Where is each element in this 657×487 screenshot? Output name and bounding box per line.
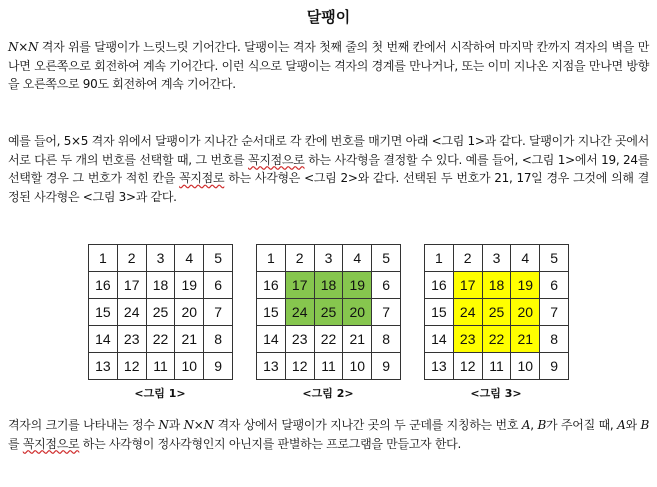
grid-row (257, 299, 401, 326)
grid-cell: 2 (285, 245, 314, 272)
grid-cell: 20 (343, 299, 372, 326)
figure-1-caption: <그림 1> (134, 387, 186, 400)
grid-cell: 3 (482, 245, 511, 272)
grid-cell: 20 (511, 299, 540, 326)
var-b: B (537, 418, 546, 432)
grid-cell: 21 (511, 326, 540, 353)
grid-cell: 17 (453, 272, 482, 299)
grid-row (89, 326, 233, 353)
grid-row (425, 326, 569, 353)
grid-cell: 1 (425, 245, 454, 272)
grid-cell: 9 (372, 353, 401, 380)
task-term: 꼭지점으로 (22, 436, 80, 451)
figure-3-grid (424, 244, 569, 380)
grid-cell: 12 (453, 353, 482, 380)
example-text-2: 하는 사각형을 결정할 수 있다. 예를 들어, <그림 1>에서 19, 24를 선택할 경우 그 번호가 적힌 칸을 (8, 152, 649, 185)
grid-cell: 6 (204, 272, 233, 299)
grid-cell: 18 (482, 272, 511, 299)
grid-cell: 23 (453, 326, 482, 353)
grid-cell: 13 (425, 353, 454, 380)
grid-row (257, 326, 401, 353)
grid-row (425, 299, 569, 326)
grid-cell: 18 (314, 272, 343, 299)
grid-cell: 3 (314, 245, 343, 272)
times-sign: × (18, 40, 28, 54)
example-paragraph (8, 132, 649, 206)
grid-cell: 16 (89, 272, 118, 299)
task-text-2: 과 (168, 418, 184, 432)
grid-row (257, 245, 401, 272)
example-term-2: 꼭지점로 (179, 171, 225, 185)
grid-cell: 24 (117, 299, 146, 326)
grid-row (257, 353, 401, 380)
var-b: B (640, 418, 650, 432)
var-n: N (8, 40, 19, 54)
grid-cell: 11 (482, 353, 511, 380)
grid-cell: 5 (372, 245, 401, 272)
grid-cell: 17 (285, 272, 314, 299)
grid-cell: 15 (257, 299, 286, 326)
grid-row (89, 353, 233, 380)
grid-cell: 11 (314, 353, 343, 380)
grid-cell: 25 (146, 299, 175, 326)
grid-cell: 7 (204, 299, 233, 326)
example-text-1: 예를 들어, 5×5 격자 위에서 달팽이가 지나간 순서대로 각 칸에 번호를 매기면 아래 <그림 1>과 같다. 달팽이가 지나간 곳에서 서로 다른 두 개의 번호를 선택할 때, 그 번호를 (8, 134, 649, 167)
grid-cell: 19 (511, 272, 540, 299)
grid-cell: 24 (453, 299, 482, 326)
grid-cell: 16 (425, 272, 454, 299)
example-term-1: 꼭지점으로 (248, 152, 305, 167)
grid-cell: 12 (285, 353, 314, 380)
grid-cell: 4 (175, 245, 204, 272)
grid-cell: 5 (540, 245, 569, 272)
grid-cell: 25 (314, 299, 343, 326)
grid-cell: 7 (372, 299, 401, 326)
figure-3-caption: <그림 3> (470, 387, 522, 400)
task-text-5: 와 (625, 418, 641, 432)
grid-cell: 7 (540, 299, 569, 326)
grid-cell: 24 (285, 299, 314, 326)
grid-cell: 13 (89, 353, 118, 380)
grid-cell: 15 (425, 299, 454, 326)
grid-row (89, 299, 233, 326)
grid-cell: 19 (343, 272, 372, 299)
grid-cell: 8 (204, 326, 233, 353)
var-n: N (27, 40, 39, 54)
grid-cell: 8 (372, 326, 401, 353)
task-text-4: 가 주어질 때, (545, 418, 618, 432)
grid-cell: 22 (314, 326, 343, 353)
grid-cell: 23 (117, 326, 146, 353)
task-paragraph (8, 416, 649, 453)
grid-cell: 3 (146, 245, 175, 272)
grid-cell: 13 (257, 353, 286, 380)
grid-cell: 4 (511, 245, 540, 272)
grid-cell: 21 (343, 326, 372, 353)
grid-cell: 22 (482, 326, 511, 353)
grid-cell: 11 (146, 353, 175, 380)
grid-cell: 14 (257, 326, 286, 353)
figure-2-grid (256, 244, 401, 380)
grid-cell: 9 (540, 353, 569, 380)
grid-cell: 18 (146, 272, 175, 299)
page-title: 달팽이 (306, 8, 351, 26)
intro-paragraph (8, 38, 649, 94)
grid-cell: 15 (89, 299, 118, 326)
var-a: A (521, 418, 531, 432)
grid-cell: 20 (175, 299, 204, 326)
grid-cell: 8 (540, 326, 569, 353)
task-text-7: 하는 사각형이 정사각형인지 아닌지를 판별하는 프로그램을 만들고자 한다. (79, 436, 461, 451)
var-a: A (617, 418, 626, 432)
grid-cell: 10 (175, 353, 204, 380)
grid-cell: 14 (425, 326, 454, 353)
grid-cell: 12 (117, 353, 146, 380)
task-sep: , (530, 418, 538, 432)
var-nxn: N×N (183, 418, 214, 432)
grid-cell: 19 (175, 272, 204, 299)
task-text-6: 를 (8, 436, 23, 451)
task-text-1: 격자의 크기를 나타내는 정수 (8, 418, 159, 432)
grid-row (425, 353, 569, 380)
var-n: N (158, 418, 169, 432)
grid-cell: 2 (117, 245, 146, 272)
grid-row (425, 272, 569, 299)
grid-cell: 16 (257, 272, 286, 299)
grid-cell: 14 (89, 326, 118, 353)
grid-cell: 4 (343, 245, 372, 272)
grid-row (425, 245, 569, 272)
grid-cell: 9 (204, 353, 233, 380)
task-text-3: 격자 상에서 달팽이가 지나간 곳의 두 군데를 지칭하는 번호 (213, 418, 522, 432)
example-text-3: 하는 사각형은 <그림 2>와 같다. 선택된 두 번호가 21, 17일 경우 그것에 의해 결정된 사각형은 <그림 3>과 같다. (8, 171, 649, 204)
grid-cell: 1 (89, 245, 118, 272)
grid-cell: 17 (117, 272, 146, 299)
grid-cell: 10 (511, 353, 540, 380)
grid-cell: 23 (285, 326, 314, 353)
grid-row (89, 272, 233, 299)
grid-cell: 1 (257, 245, 286, 272)
figure-2-caption: <그림 2> (302, 387, 354, 400)
grid-cell: 2 (453, 245, 482, 272)
grid-cell: 25 (482, 299, 511, 326)
grid-cell: 6 (540, 272, 569, 299)
grid-cell: 10 (343, 353, 372, 380)
intro-text: 격자 위를 달팽이가 느릿느릿 기어간다. 달팽이는 격자 첫째 줄의 첫 번째 칸에서 시작하여 마지막 칸까지 격자의 벽을 만나면 오른쪽으로 회전하여 계속 기어간다. 이런 식으로 달팽이는 격자의 경계를 만나거나, 또는 이미 지나온 지점을 만나면 방향을 오른쪽으로 90도 회전하여 계속 기어간다. (8, 40, 649, 91)
figure-1-grid (88, 244, 233, 380)
grid-cell: 6 (372, 272, 401, 299)
grid-row (257, 272, 401, 299)
grid-row (89, 245, 233, 272)
grid-cell: 5 (204, 245, 233, 272)
grid-cell: 22 (146, 326, 175, 353)
grid-cell: 21 (175, 326, 204, 353)
